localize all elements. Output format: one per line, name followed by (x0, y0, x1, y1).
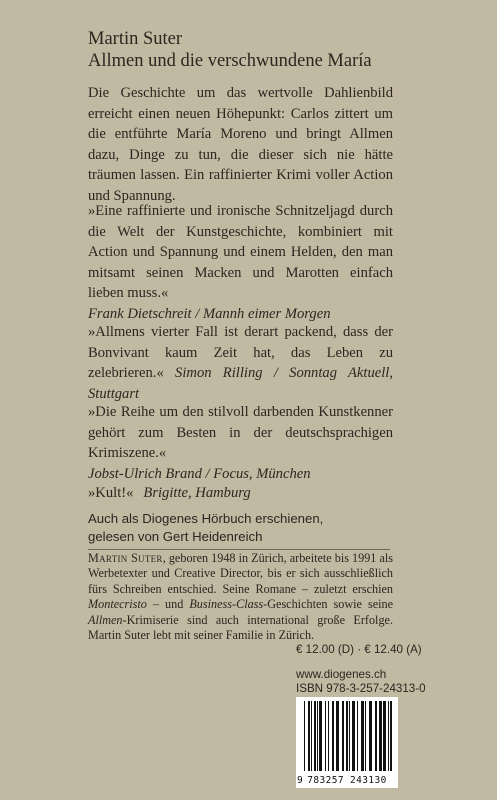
barcode-bar (319, 701, 322, 771)
barcode-bar (336, 701, 339, 771)
barcode-bar (325, 701, 326, 771)
bio-book-title: Allmen (88, 612, 123, 627)
author-name: Martin Suter (88, 29, 183, 49)
barcode-bar (317, 701, 318, 771)
audiobook-line-1: Auch als Diogenes Hörbuch erschienen, (88, 511, 324, 526)
barcode-bar (328, 701, 329, 771)
review-quote-4 (88, 483, 393, 504)
barcode-bar (304, 701, 305, 771)
review-text: »Kult!« (88, 485, 134, 501)
book-blurb: Die Geschichte um das wertvolle Dahlienbild erreicht einen neuen Höhepunkt: Carlos zittert um die entführte María Moreno und bringt Allmen dazu, Dinge zu tun, die dieser sich nie hätte träumen lassen. Ein raffinierter Krimi voller Action und Spannung. (88, 85, 393, 204)
audiobook-note (88, 510, 323, 545)
bio-author-name: Martin Suter (88, 551, 163, 565)
barcode-bar (361, 701, 364, 771)
author-bio (88, 551, 393, 643)
barcode-bar (375, 701, 377, 771)
review-quote-1 (88, 201, 393, 324)
bio-book-title: Montecristo (88, 597, 147, 612)
book-title: Allmen und die verschwundene María (88, 51, 372, 71)
isbn-text: ISBN 978-3-257-24313-0 (296, 681, 426, 695)
barcode-bar (383, 701, 386, 771)
audiobook-line-2: gelesen von Gert Heidenreich (88, 528, 263, 544)
review-quote-3 (88, 402, 393, 484)
review-source: Brigitte, Hamburg (143, 485, 251, 501)
barcode-bar (332, 701, 334, 771)
barcode-digits: 783257 243130 (307, 775, 387, 786)
review-source: Frank Dietschreit / Mannh eimer Morgen (88, 305, 331, 322)
barcode-bar (357, 701, 358, 771)
bio-text: , geboren 1948 in Zürich, arbeitete bis 1991 als Werbetexter und Creative Director, bis er sich ausschließlich fürs Schreiben entschied. Seine Romane – zuletzt erschien (88, 551, 393, 596)
bio-text: – und (146, 597, 190, 612)
barcode-bar (390, 701, 392, 771)
review-text: »Die Reihe um den stilvoll darbenden Kunstkenner gehört zum Besten in der deutschsprachigen Krimiszene.« (88, 404, 393, 461)
divider (88, 549, 390, 550)
review-text: »Allmens vierter Fall ist derart packend, dass der Bonvivant kaum Zeit hat, das Leben zu zelebrieren.« (88, 324, 393, 381)
bio-book-title: Business-Class (189, 597, 264, 612)
review-text: »Eine raffinierte und ironische Schnitzeljagd durch die Welt der Kunstgeschichte, kombiniert mit Action und Spannung und einem Helden, den man mitsamt seinen Macken und Marotten einfach lieben muss.« (88, 203, 393, 301)
barcode-bar (349, 701, 350, 771)
barcode-bar (342, 701, 344, 771)
barcode-bar (369, 701, 372, 771)
barcode-bar (346, 701, 348, 771)
barcode-bar (314, 701, 316, 771)
bio-text: -Geschichten sowie seine (263, 597, 393, 612)
isbn-barcode (296, 697, 398, 788)
barcode-bar (388, 701, 389, 771)
review-source: Jobst-Ulrich Brand / Focus, München (88, 465, 311, 482)
barcode-bar (365, 701, 366, 771)
review-quote-2 (88, 322, 393, 404)
book-header (88, 28, 372, 72)
website-text: www.diogenes.ch (296, 668, 387, 681)
barcode-lead-digit: 9 (297, 775, 303, 786)
barcode-bar (308, 701, 310, 771)
barcode-bar (379, 701, 382, 771)
review-source: Simon Rilling / Sonntag Aktuell, Stuttgart (88, 365, 393, 402)
barcode-bar (352, 701, 355, 771)
bio-text: -Krimiserie sind auch international große Erfolge. Martin Suter lebt mit seiner Familie in Zürich. (88, 612, 393, 643)
barcode-bar (311, 701, 312, 771)
publisher-meta (296, 668, 426, 695)
barcode-bars (296, 697, 398, 775)
price-label: € 12.00 (D) · € 12.40 (A) (296, 643, 422, 656)
